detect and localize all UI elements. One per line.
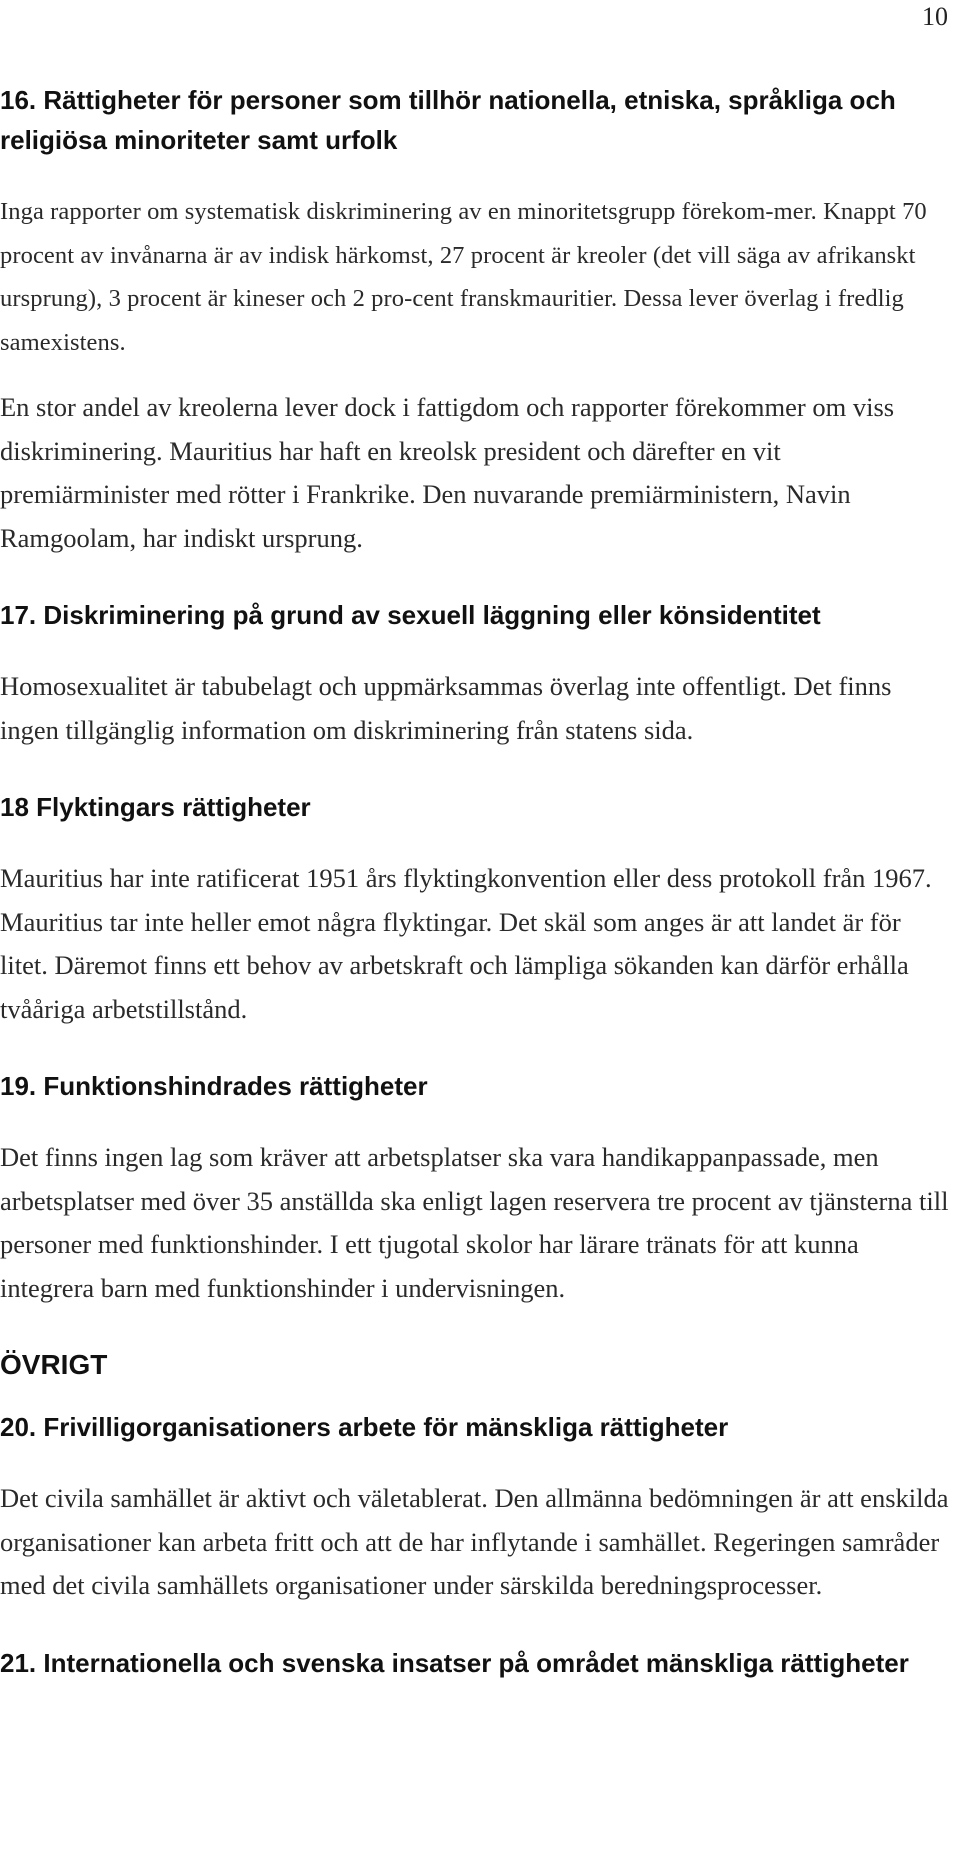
section-16-paragraph-1: Inga rapporter om systematisk diskriminering av en minoritetsgrupp förekom-mer. Knappt 70 procent av invånarna är av indisk härkomst, 27 procent är kreoler (det vill säga av afrikanskt ursprung), 3 procent är kineser och 2 pro-cent franskmauritier. Dessa lever överlag i fredlig samexistens. — [0, 198, 927, 356]
section-20-heading: 20. Frivilligorganisationers arbete för mänskliga rättigheter — [0, 1412, 729, 1442]
page-content — [0, 80, 955, 1683]
section-16-paragraph-2: En stor andel av kreolerna lever dock i fattigdom och rapporter förekommer om viss diskriminering. Mauritius har haft en kreolsk president och därefter en vit premiärminister med rötter i Frankrike. Den nuvarande premiärministern, Navin Ramgoolam, har indiskt ursprung. — [0, 392, 895, 553]
ovrigt-heading: ÖVRIGT — [0, 1349, 108, 1380]
section-17-heading: 17. Diskriminering på grund av sexuell läggning eller könsidentitet — [0, 600, 821, 630]
section-17-paragraph-1: Homosexualitet är tabubelagt och uppmärksammas överlag inte offentligt. Det finns ingen tillgänglig information om diskriminering från statens sida. — [0, 671, 892, 745]
page-number: 10 — [922, 2, 948, 31]
section-18-paragraph-1: Mauritius har inte ratificerat 1951 års flyktingkonvention eller dess protokoll från 1967. Mauritius tar inte heller emot några flyktingar. Det skäl som anges är att landet är för litet. Däremot finns ett behov av arbetskraft och lämpliga sökanden kan därför erhålla tvååriga arbetstillstånd. — [0, 863, 932, 1024]
section-21-heading: 21. Internationella och svenska insatser på området mänskliga rättigheter — [0, 1647, 909, 1678]
section-16-heading: 16. Rättigheter för personer som tillhör nationella, etniska, språkliga och religiösa minoriteter samt urfolk — [0, 85, 896, 155]
section-18-heading: 18 Flyktingars rättigheter — [0, 792, 311, 822]
section-20-paragraph-1: Det civila samhället är aktivt och väletablerat. Den allmänna bedömningen är att enskilda organisationer kan arbeta fritt och att de har inflytande i samhället. Regeringen samråder med det civila samhällets organisationer under särskilda beredningsprocesser. — [0, 1483, 949, 1600]
section-19-paragraph-1: Det finns ingen lag som kräver att arbetsplatser ska vara handikappanpassade, men arbetsplatser med över 35 anställda ska enligt lagen reservera tre procent av tjänsterna till personer med funktionshinder. I ett tjugotal skolor har lärare tränats för att kunna integrera barn med funktionshinder i undervisningen. — [0, 1142, 949, 1303]
section-19-heading: 19. Funktionshindrades rättigheter — [0, 1071, 428, 1101]
